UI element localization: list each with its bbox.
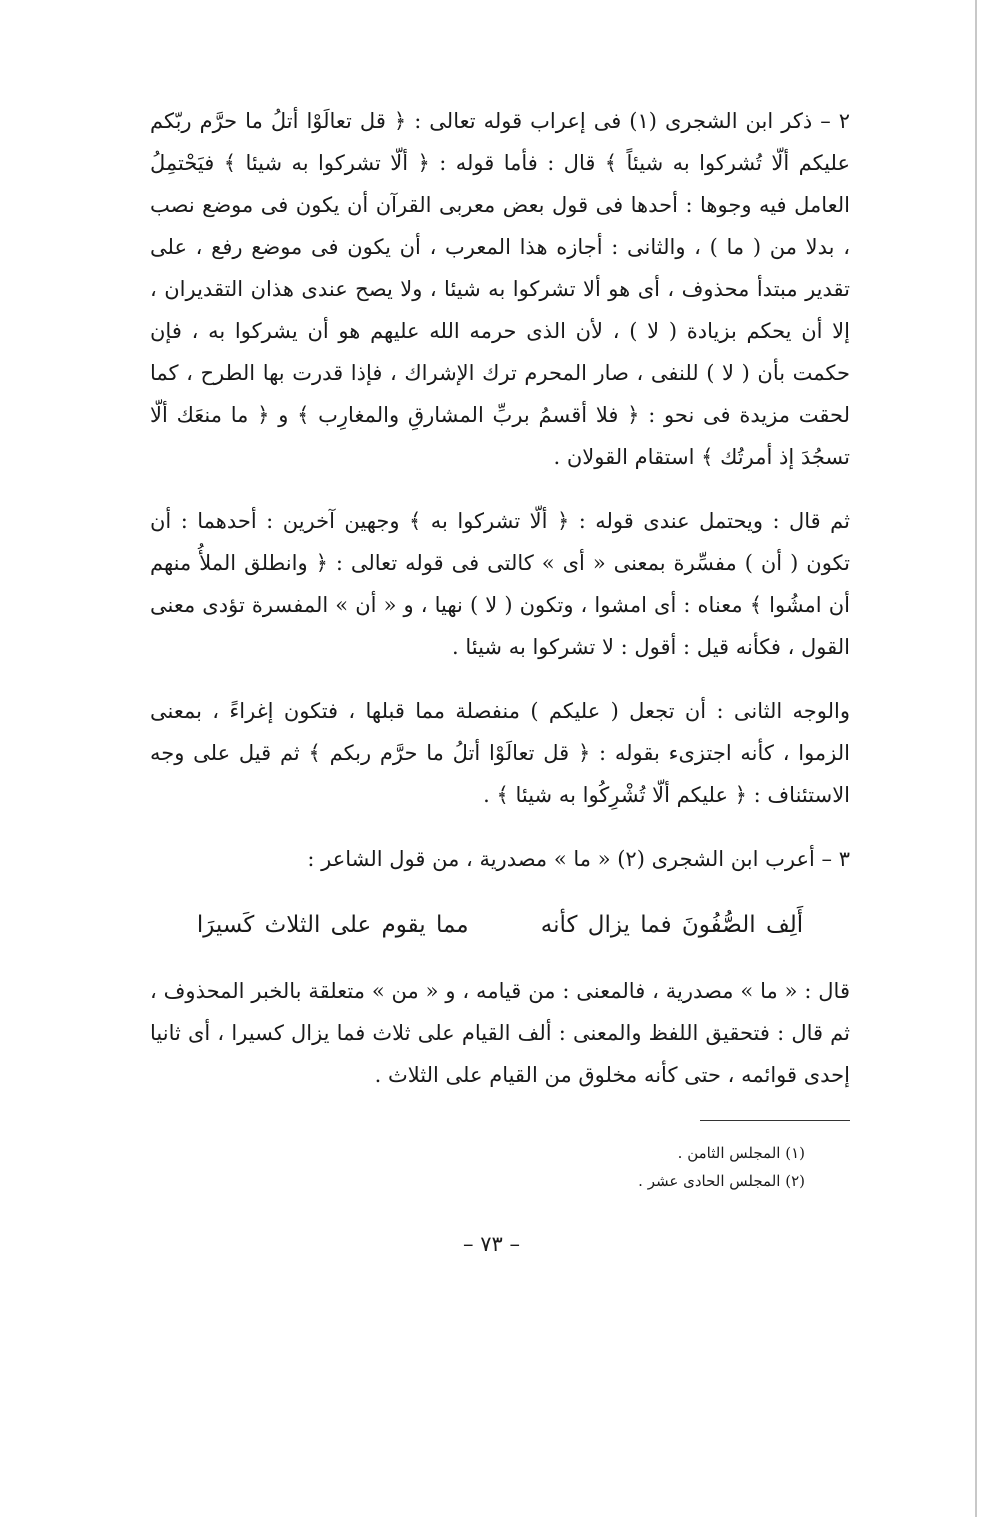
footnote-1: (١) المجلس الثامن .	[677, 1144, 805, 1162]
paragraph-2-second-aspect: والوجه الثانى : أن تجعل ( عليكم ) منفصلة مما قبلها ، فتكون إغراءً ، بمعنى الزموا ، كأنه اجتزىء بقوله : ﴿ قل تعالَوْا أتلُ ما حرَّم ربكم ﴾ ثم قيل على وجه الاستئناف : ﴿ عليكم ألّا تُشْرِكُوا به شيئا ﴾ .	[150, 699, 850, 807]
paragraph-3-explanation: قال : « ما » مصدرية ، فالمعنى : من قيامه ، و « من » متعلقة بالخبر المحذوف ، ثم قال : فتحقيق اللفظ والمعنى : ألف القيام على ثلاث فما يزال كسيرا ، أى ثانيا إحدى قوائمه ، حتى كأنه مخلوق من القيام على الثلاث .	[150, 979, 850, 1087]
paragraph-2-continued: ثم قال : ويحتمل عندى قوله : ﴿ ألّا تشركوا به ﴾ وجهين آخرين : أحدهما : أن تكون ( أن ) مفسِّرة بمعنى « أى » كالتى فى قوله تعالى : ﴿ وانطلق الملأُ منهم أن امشُوا ﴾ معناه : أى امشوا ، وتكون ( لا ) نهيا ، و « أن » المفسرة تؤدى معنى القول ، فكأنه قيل : أقول : لا تشركوا به شيئا .	[150, 509, 850, 659]
footnote-divider	[700, 1120, 850, 1121]
paragraph-2: ٢ – ذكر ابن الشجرى (١) فى إعراب قوله تعالى : ﴿ قل تعالَوْا أتلُ ما حرَّم ربّكم عليكم ألّا تُشركوا به شيئاً ﴾ قال : فأما قوله : ﴿ ألّا تشركوا به شيئا ﴾ فيَحْتمِلُ العامل فيه وجوها : أحدها فى قول بعض معربى القرآن أن يكون فى موضع نصب ، بدلا من ( ما ) ، والثانى : أجازه هذا المعرب ، أن يكون فى موضع رفع ، على تقدير مبتدأ محذوف ، أى هو ألا تشركوا به شيئا ، ولا يصح عندى هذان التقديران ، إلا أن يحكم بزيادة ( لا ) ، لأن الذى حرمه الله عليهم هو أن يشركوا به ، فإن حكمت بأن ( لا ) للنفى ، صار المحرم ترك الإشراك ، فإذا قدرت بها الطرح ، كما لحقت مزيدة فى نحو : ﴿ فلا أقسمُ بربِّ المشارقِ والمغارِب ﴾ و ﴿ ما منعَك ألّا تسجُدَ إذ أمرتُك ﴾ استقام القولان .	[150, 109, 851, 469]
footnote-2: (٢) المجلس الحادى عشر .	[638, 1172, 805, 1190]
footnotes	[150, 1120, 850, 1195]
verse-second-hemistich: مما يقوم على الثلاث كَسيرَا	[196, 912, 469, 938]
page-body	[150, 100, 850, 1118]
paragraph-3: ٣ – أعرب ابن الشجرى (٢) « ما » مصدرية ، من قول الشاعر :	[307, 847, 850, 871]
verse-first-hemistich: أَلِف الصُّفُونَ فما يزال كأنه	[540, 912, 804, 938]
page-number: – ٧٣ –	[463, 1232, 520, 1256]
scan-edge-line	[975, 0, 977, 1517]
poetry-verse	[150, 902, 850, 948]
